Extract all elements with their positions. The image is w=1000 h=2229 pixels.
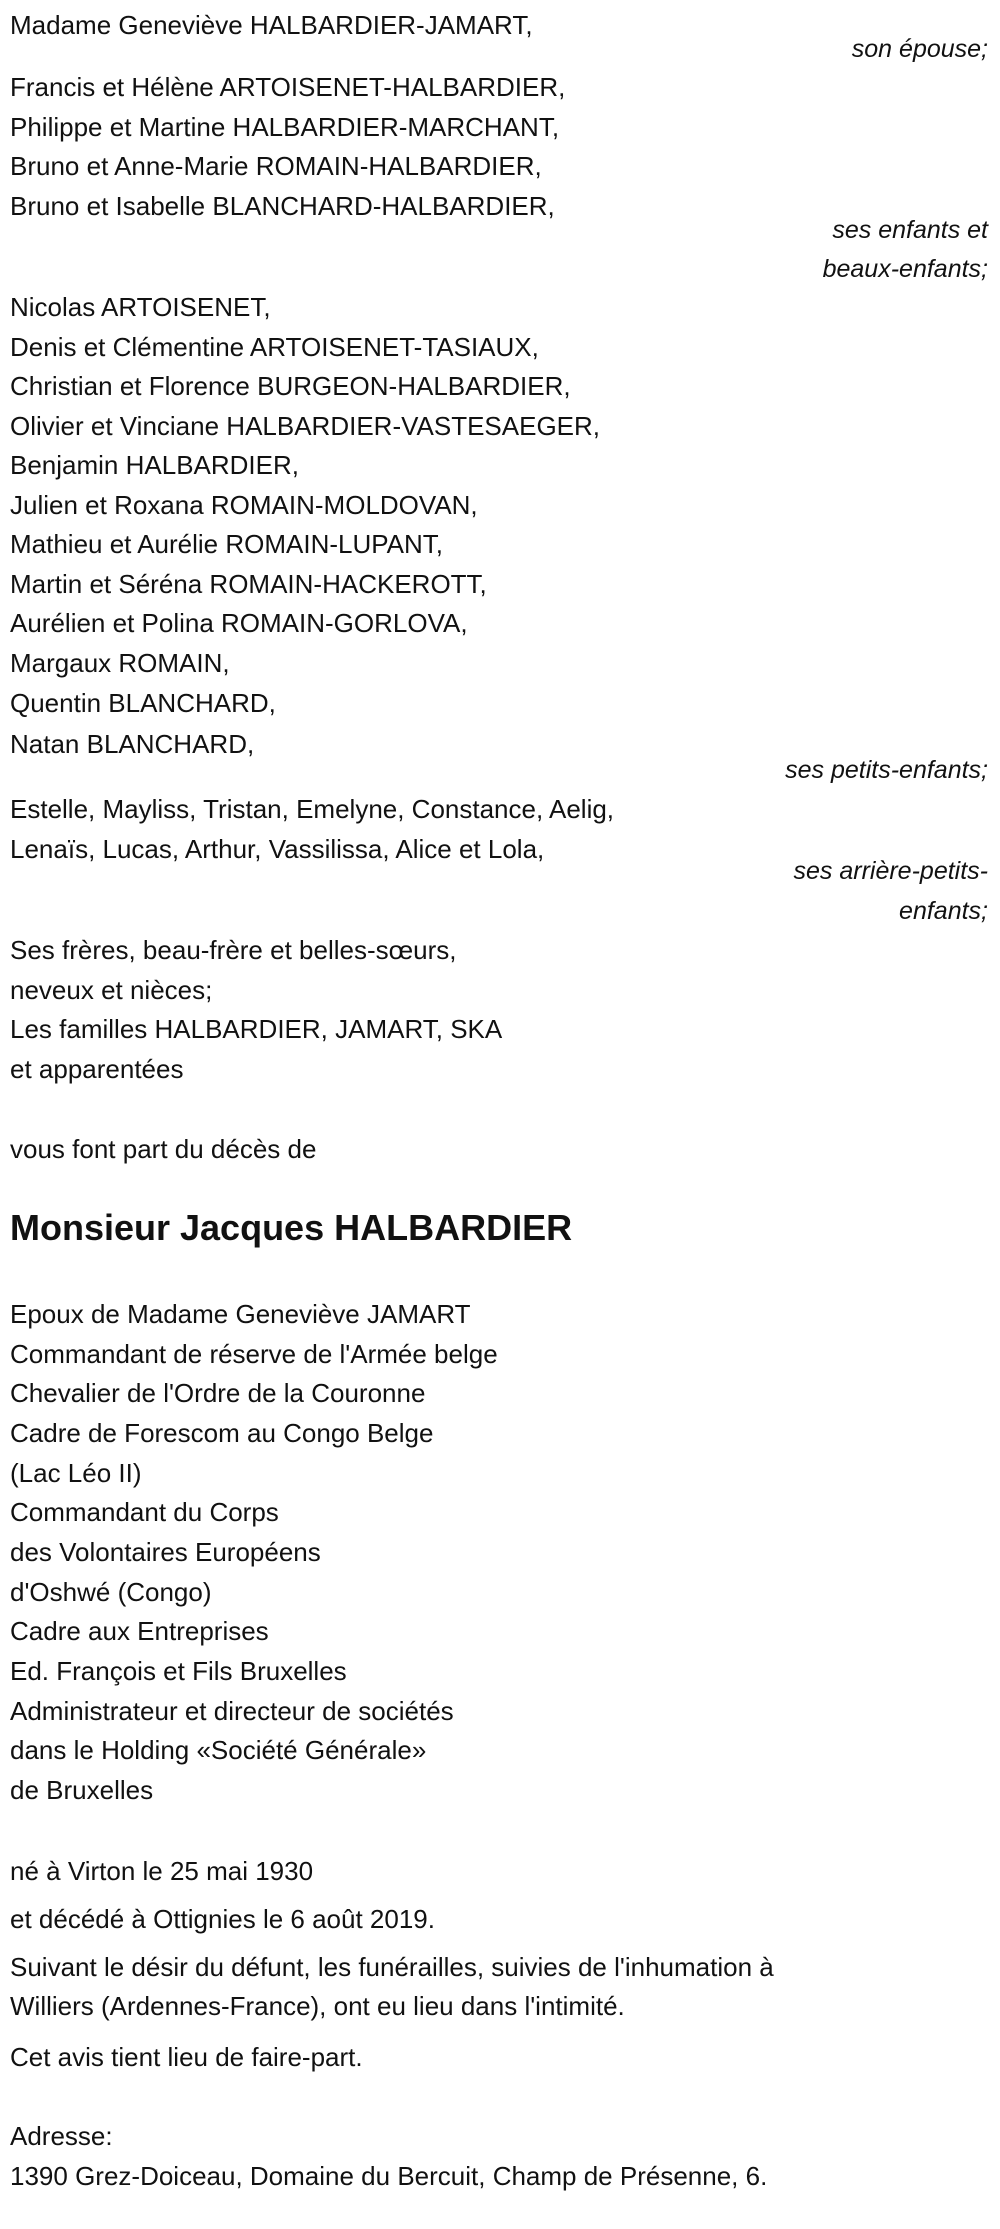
address-label: Adresse: [10, 2121, 113, 2151]
title-line: Commandant de réserve de l'Armée belge [10, 1339, 498, 1369]
title-line: Chevalier de l'Ordre de la Couronne [10, 1378, 426, 1408]
family-line: et apparentées [10, 1054, 184, 1084]
birth-info: né à Virton le 25 mai 1930 [10, 1856, 314, 1886]
great-grandchildren-role: ses arrière-petits- [793, 857, 988, 885]
grandchild-line: Natan BLANCHARD, [10, 729, 255, 759]
family-line: Ses frères, beau-frère et belles-sœurs, [10, 935, 457, 965]
funeral-line: Suivant le désir du défunt, les funérailles, suivies de l'inhumation à [10, 1952, 774, 1982]
title-line: Cadre de Forescom au Congo Belge [10, 1418, 434, 1448]
child-line: Philippe et Martine HALBARDIER-MARCHANT, [10, 112, 560, 142]
address: 1390 Grez-Doiceau, Domaine du Bercuit, Champ de Présenne, 6. [10, 2161, 768, 2191]
grandchildren-role: ses petits-enfants; [785, 756, 988, 784]
title-line: de Bruxelles [10, 1775, 154, 1805]
grandchild-line: Olivier et Vinciane HALBARDIER-VASTESAEGER, [10, 411, 601, 441]
great-grandchild-line: Lenaïs, Lucas, Arthur, Vassilissa, Alice et Lola, [10, 834, 545, 864]
deceased-name: Monsieur Jacques HALBARDIER [10, 1207, 573, 1248]
funeral-line: Williers (Ardennes-France), ont eu lieu dans l'intimité. [10, 1991, 625, 2021]
child-line: Bruno et Anne-Marie ROMAIN-HALBARDIER, [10, 151, 542, 181]
death-info: et décédé à Ottignies le 6 août 2019. [10, 1904, 435, 1934]
grandchild-line: Denis et Clémentine ARTOISENET-TASIAUX, [10, 332, 539, 362]
announcement: vous font part du décès de [10, 1134, 317, 1164]
grandchild-line: Quentin BLANCHARD, [10, 688, 276, 718]
notice-text: Cet avis tient lieu de faire-part. [10, 2042, 363, 2072]
grandchild-line: Nicolas ARTOISENET, [10, 292, 271, 322]
grandchild-line: Julien et Roxana ROMAIN-MOLDOVAN, [10, 490, 478, 520]
grandchild-line: Aurélien et Polina ROMAIN-GORLOVA, [10, 608, 468, 638]
title-line: Cadre aux Entreprises [10, 1616, 269, 1646]
child-line: Francis et Hélène ARTOISENET-HALBARDIER, [10, 72, 566, 102]
grandchild-line: Martin et Séréna ROMAIN-HACKEROTT, [10, 569, 487, 599]
title-line: Administrateur et directeur de sociétés [10, 1696, 454, 1726]
title-line: d'Oshwé (Congo) [10, 1577, 212, 1607]
child-line: Bruno et Isabelle BLANCHARD-HALBARDIER, [10, 191, 555, 221]
spouse-role: son épouse; [851, 35, 988, 63]
family-line: neveux et nièces; [10, 975, 213, 1005]
grandchild-line: Mathieu et Aurélie ROMAIN-LUPANT, [10, 529, 443, 559]
title-line: (Lac Léo II) [10, 1458, 142, 1488]
title-line: Commandant du Corps [10, 1497, 279, 1527]
title-line: Epoux de Madame Geneviève JAMART [10, 1299, 471, 1329]
great-grandchild-line: Estelle, Mayliss, Tristan, Emelyne, Constance, Aelig, [10, 794, 615, 824]
children-role: ses enfants et [832, 216, 988, 244]
family-line: Les familles HALBARDIER, JAMART, SKA [10, 1014, 503, 1044]
great-grandchildren-role: enfants; [899, 897, 988, 925]
title-line: dans le Holding «Société Générale» [10, 1735, 427, 1765]
children-role: beaux-enfants; [822, 255, 988, 283]
title-line: des Volontaires Européens [10, 1537, 321, 1567]
spouse-name: Madame Geneviève HALBARDIER-JAMART, [10, 10, 533, 40]
title-line: Ed. François et Fils Bruxelles [10, 1656, 347, 1686]
grandchild-line: Benjamin HALBARDIER, [10, 450, 299, 480]
grandchild-line: Christian et Florence BURGEON-HALBARDIER, [10, 371, 571, 401]
grandchild-line: Margaux ROMAIN, [10, 648, 230, 678]
